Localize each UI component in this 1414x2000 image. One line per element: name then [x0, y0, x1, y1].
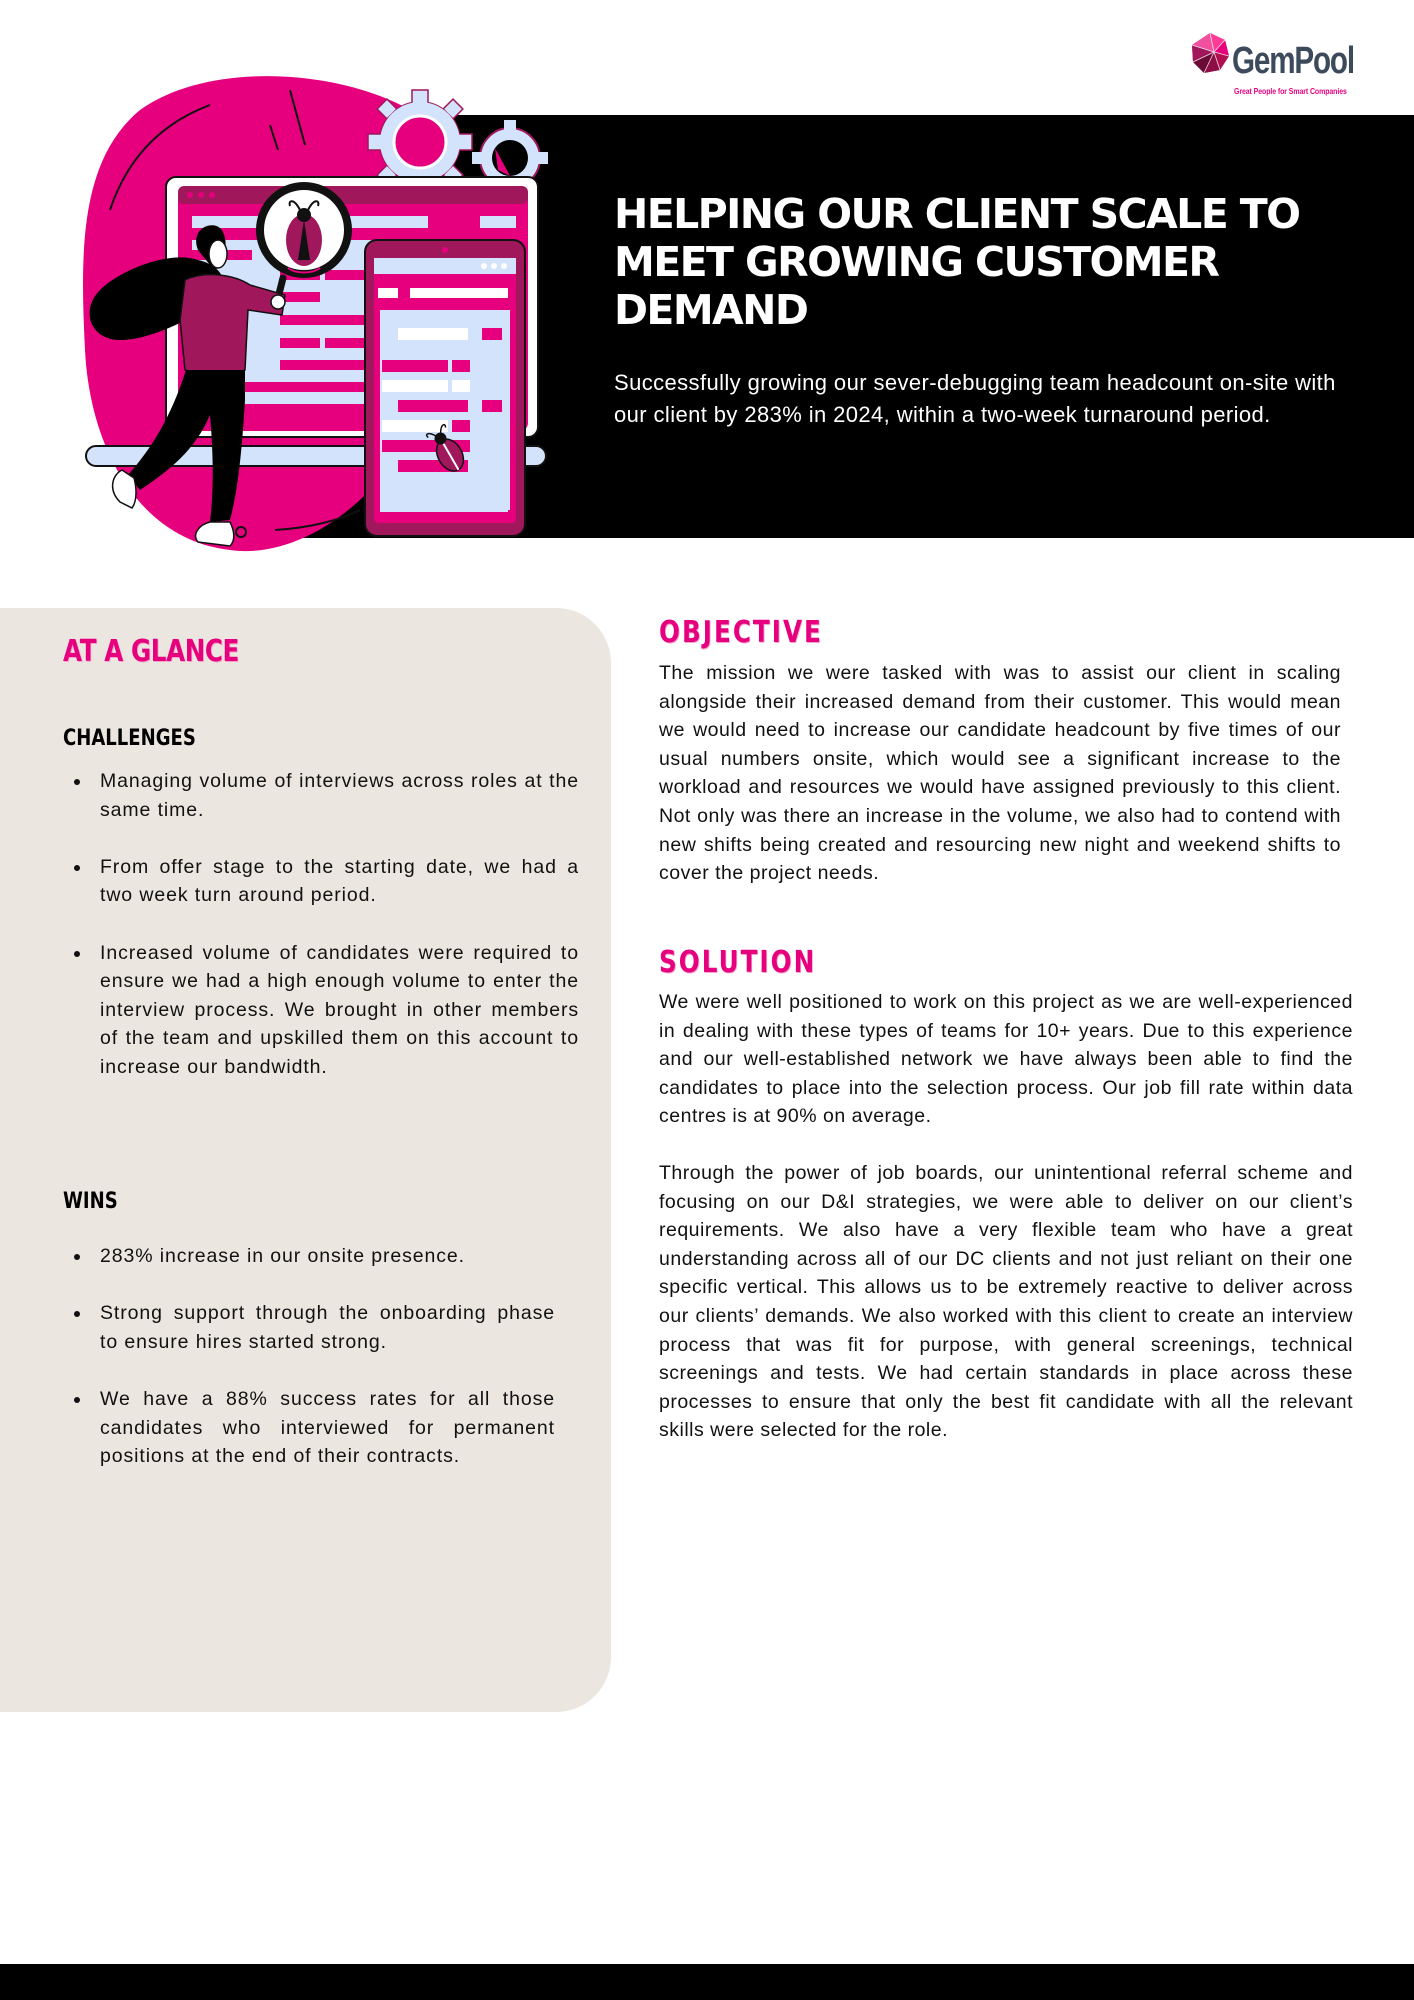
solution-paragraph: Through the power of job boards, our unintentional referral scheme and focusing on our D&I strategies, we were able to deliver on our client’s requirements. We also have a very flexible team who have a great understanding across all of our DC clients and not just reliant on their one specific vertical. This allows us to be extremely reactive to deliver across our clients’ demands. We also worked with this client to create an interview process that was fit for purpose, with general screenings, technical screenings and tests. We had certain standards in place across these processes to ensure that only the best fit candidate with all the relevant skills were selected for the role. [659, 1162, 1353, 1442]
footer-band [0, 1964, 1414, 2000]
hero-subtitle: Successfully growing our sever-debugging team headcount on-site with our client by 283% in 2024, within a two-week turnaround period. [614, 370, 1336, 427]
challenge-item: From offer stage to the starting date, we had a two week turn around period. [63, 853, 579, 910]
objective-heading: OBJECTIVE [659, 615, 823, 650]
win-item: We have a 88% success rates for all those candidates who interviewed for permanent positions at the end of their contracts. [63, 1385, 555, 1471]
objective-text: The mission we were tasked with was to assist our client in scaling alongside their increased demand from their customer. This would mean we would need to increase our candidate headcount by five times of our usual numbers onsite, which would see a significant increase to the workload and resources we would have assigned previously to this client. Not only was there an increase in the volume, we also had to contend with new shifts being created and resourcing new night and weekend shifts to cover the project needs. [659, 662, 1341, 885]
brand-tagline: Great People for Smart Companies [1234, 86, 1347, 96]
solution-paragraph: We were well positioned to work on this project as we are well-experienced in dealing with these types of teams for 10+ years. Due to this experience and our well-established network we have always been able to find the candidates to place into the selection process. Our job fill rate within data centres is at 90% on average. [659, 991, 1353, 1128]
at-a-glance-heading: AT A GLANCE [63, 634, 239, 669]
brand-logo [1190, 30, 1360, 100]
solution-heading: SOLUTION [659, 945, 817, 980]
gem-logo-icon [1190, 32, 1230, 74]
challenges-list [63, 767, 579, 1110]
win-item: 283% increase in our onsite presence. [63, 1242, 555, 1271]
challenges-heading: CHALLENGES [63, 726, 196, 751]
challenge-item: Increased volume of candidates were required to ensure we had a high enough volume to enter the interview process. We brought in other members of the team and upskilled them on this account to increase our bandwidth. [63, 939, 579, 1082]
page-title: HELPING OUR CLIENT SCALE TO MEET GROWING CUSTOMER DEMAND [614, 190, 1300, 334]
win-item: Strong support through the onboarding phase to ensure hires started strong. [63, 1299, 555, 1356]
wins-heading: WINS [63, 1189, 118, 1214]
challenge-item: Managing volume of interviews across roles at the same time. [63, 767, 579, 824]
bug-inspection-illustration [80, 70, 560, 560]
wins-list [63, 1242, 555, 1499]
brand-name: GemPool [1232, 40, 1354, 82]
